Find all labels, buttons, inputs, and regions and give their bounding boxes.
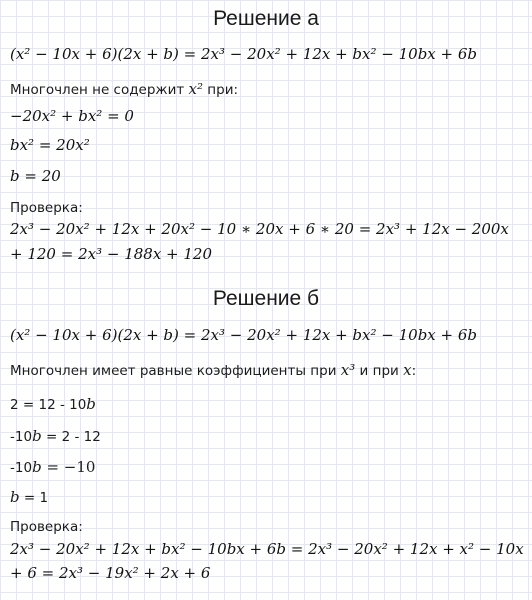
- equation-b-3-var: b: [32, 458, 42, 476]
- condition-b: [10, 361, 416, 379]
- equation-b-3-prefix: -10: [10, 460, 33, 476]
- check-a-line-2: + 120 = 2x³ − 188x + 120: [10, 245, 213, 263]
- condition-a: [10, 80, 238, 98]
- check-b-line-1: 2x³ − 20x² + 12x + bx² − 10bx + 6b = 2x³ − 20x² + 12x + x² − 10x: [10, 540, 524, 558]
- result-b-var: b: [10, 488, 20, 506]
- equation-b-3-suffix: = −10: [41, 458, 96, 476]
- expansion-b: (x² − 10x + 6)(2x + b) = 2x³ − 20x² + 12x + bx² − 10bx + 6b: [10, 326, 478, 344]
- result-b: [10, 488, 48, 506]
- heading-part-a: Решение а: [213, 7, 319, 30]
- condition-b-suffix: :: [411, 363, 417, 379]
- check-label-b: Проверка:: [10, 519, 83, 535]
- heading-part-b: Решение б: [212, 287, 320, 310]
- condition-b-math-1: x³: [340, 361, 356, 379]
- result-a: b = 20: [10, 167, 61, 185]
- check-label-a: Проверка:: [10, 200, 83, 216]
- expansion-a: (x² − 10x + 6)(2x + b) = 2x³ − 20x² + 12x + bx² − 10bx + 6b: [10, 45, 478, 63]
- equation-b-2: [10, 427, 101, 445]
- equation-b-2-suffix: = 2 - 12: [41, 429, 101, 445]
- equation-b-2-prefix: -10: [10, 429, 33, 445]
- equation-a-2: bx² = 20x²: [10, 136, 90, 154]
- equation-b-2-var: b: [32, 427, 42, 445]
- check-b-line-2: + 6 = 2x³ − 19x² + 2x + 6: [10, 564, 211, 582]
- equation-b-1-var: b: [86, 395, 96, 413]
- result-b-suffix: = 1: [19, 490, 49, 506]
- condition-a-math: x²: [188, 80, 204, 98]
- check-a-line-1: 2x³ − 20x² + 12x + 20x² − 10 ∗ 20x + 6 ∗ 20 = 2x³ + 12x − 200x: [10, 220, 509, 238]
- equation-b-3: [10, 458, 95, 476]
- condition-b-math-2: x: [403, 361, 412, 379]
- condition-a-suffix: при:: [203, 82, 239, 98]
- condition-b-mid: и при: [355, 363, 404, 379]
- condition-b-text: Многочлен имеет равные коэффициенты при: [10, 363, 341, 379]
- condition-a-text: Многочлен не содержит: [10, 82, 189, 98]
- equation-b-1-prefix: 2 = 12 - 10: [10, 397, 87, 413]
- equation-a-1: −20x² + bx² = 0: [10, 107, 134, 125]
- equation-b-1: [10, 395, 96, 413]
